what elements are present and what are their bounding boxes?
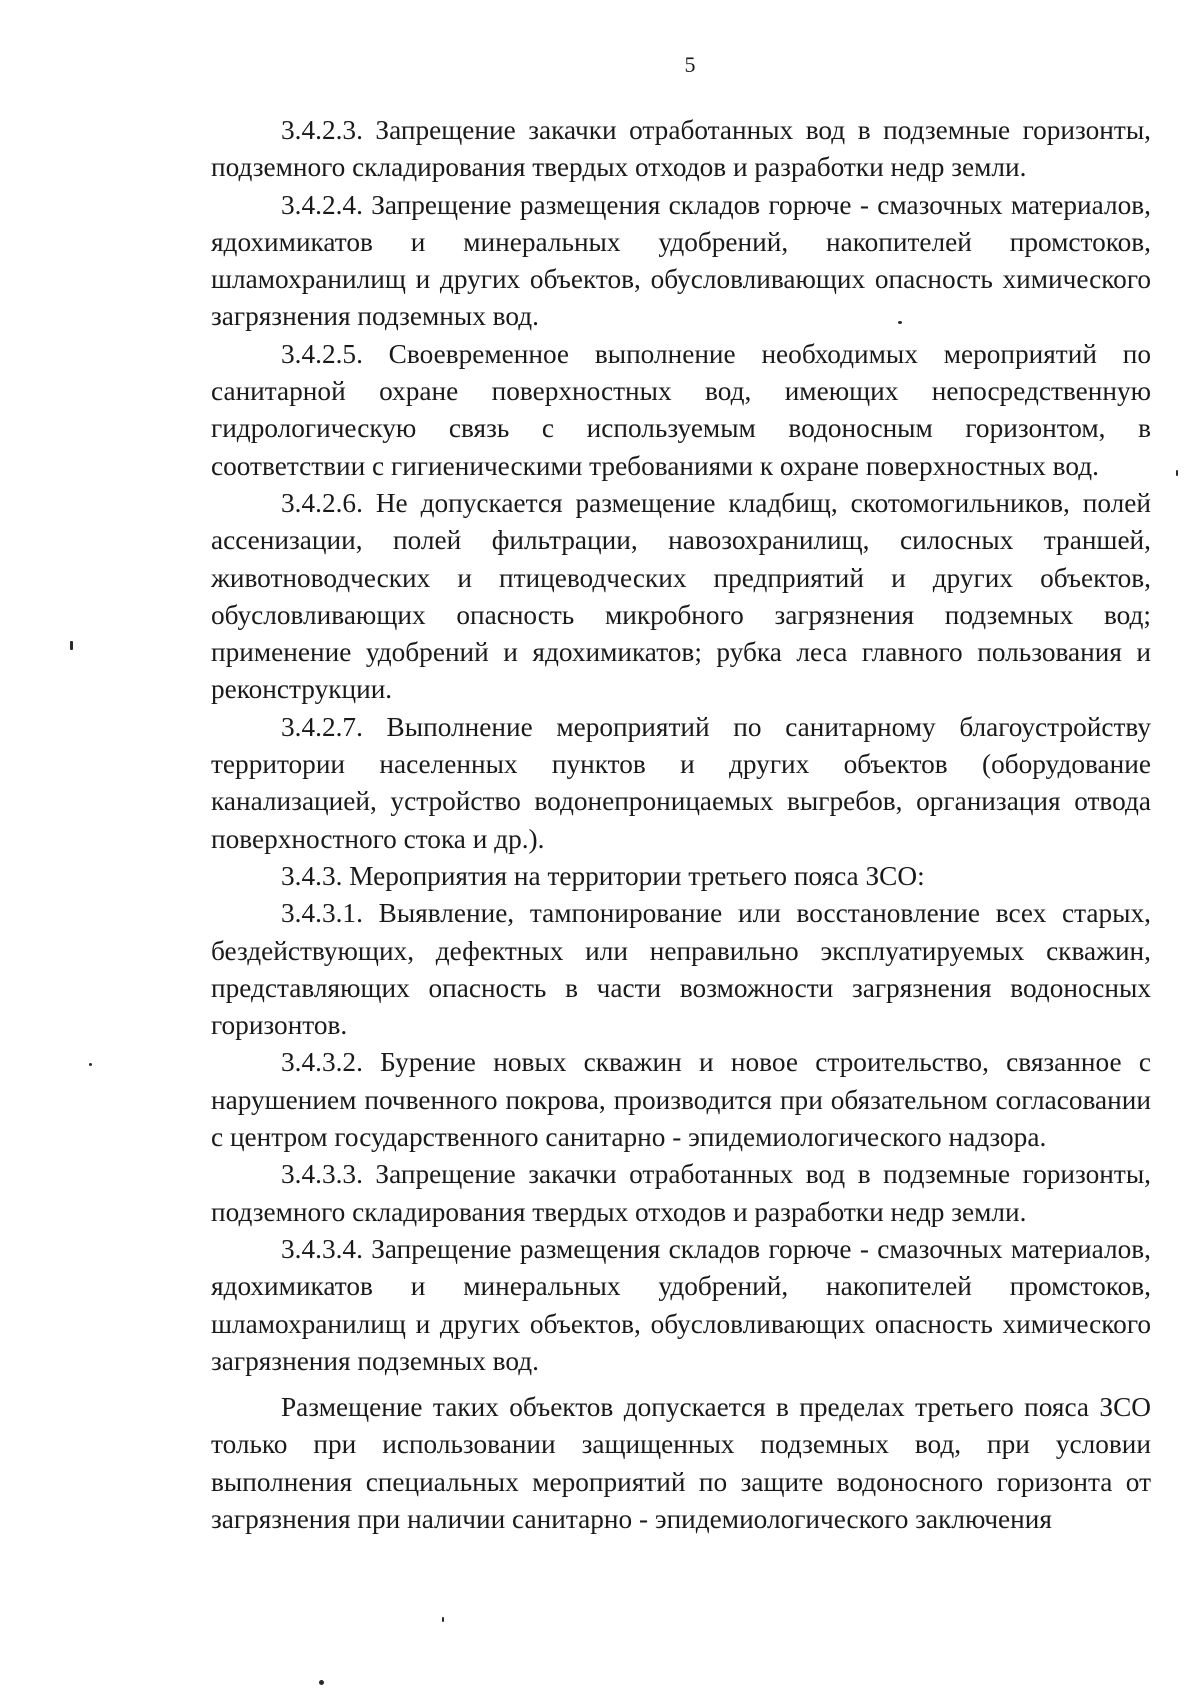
paragraph-3-4-3-4: 3.4.3.4. Запрещение размещения складов горюче - смазочных материалов, ядохимикатов и минеральных удобрений, накопителей промстоков, шламохранилищ и других объектов, обусловливающих опасность химического загрязнения подземных вод. <box>211 1233 1151 1376</box>
scan-speck <box>1176 470 1178 476</box>
scan-speck <box>442 1617 444 1622</box>
scan-speck <box>898 321 902 324</box>
page-number: 5 <box>684 52 696 77</box>
paragraph-3-4-2-3: 3.4.2.3. Запрещение закачки отработанных вод в подземные горизонты, подземного складирования твердых отходов и разработки недр земли. <box>211 115 1151 183</box>
paragraph-3-4-2-7: 3.4.2.7. Выполнение мероприятий по санитарному благоустройству территории населенных пунктов и других объектов (оборудование канализацией, устройство водонепроницаемых выгребов, организация отвода поверхностного стока и др.). <box>211 711 1151 854</box>
scan-speck <box>70 641 73 650</box>
scan-speck <box>89 1063 92 1066</box>
paragraph-3-4-3-3: 3.4.3.3. Запрещение закачки отработанных вод в подземные горизонты, подземного складирования твердых отходов и разработки недр земли. <box>211 1159 1151 1227</box>
document-body <box>211 112 1151 1538</box>
paragraph-3-4-2-6: 3.4.2.6. Не допускается размещение кладбищ, скотомогильников, полей ассенизации, полей фильтрации, навозохранилищ, силосных траншей, животноводческих и птицеводческих предприятий и других объектов, обусловливающих опасность микробного загрязнения подземных вод; применение удобрений и ядохимикатов; рубка леса главного пользования и реконструкции. <box>211 487 1151 705</box>
paragraph-3-4-2-4: 3.4.2.4. Запрещение размещения складов горюче - смазочных материалов, ядохимикатов и минеральных удобрений, накопителей промстоков, шламохранилищ и других объектов, обусловливающих опасность химического загрязнения подземных вод. <box>211 189 1151 332</box>
paragraph-3-4-3-1: 3.4.3.1. Выявление, тампонирование или восстановление всех старых, бездействующих, дефектных или неправильно эксплуатируемых скважин, представляющих опасность в части возможности загрязнения водоносных горизонтов. <box>211 898 1151 1041</box>
paragraph-3-4-3-heading: 3.4.3. Мероприятия на территории третьего пояса ЗСО: <box>281 860 925 891</box>
scan-speck <box>319 1680 324 1685</box>
paragraph-3-4-2-5: 3.4.2.5. Своевременное выполнение необходимых мероприятий по санитарной охране поверхностных вод, имеющих непосредственную гидрологическую связь с используемым водоносным горизонтом, в соответствии с гигиеническими требованиями к охране поверхностных вод. <box>211 338 1151 481</box>
paragraph-3-4-3-2: 3.4.3.2. Бурение новых скважин и новое строительство, связанное с нарушением почвенного покрова, производится при обязательном согласовании с центром государственного санитарно - эпидемиологического надзора. <box>211 1047 1151 1153</box>
paragraph-placement-conditions: Размещение таких объектов допускается в пределах третьего пояса ЗСО только при использовании защищенных подземных вод, при условии выполнения специальных мероприятий по защите водоносного горизонта от загрязнения при наличии санитарно - эпидемиологического заключения <box>211 1392 1151 1534</box>
